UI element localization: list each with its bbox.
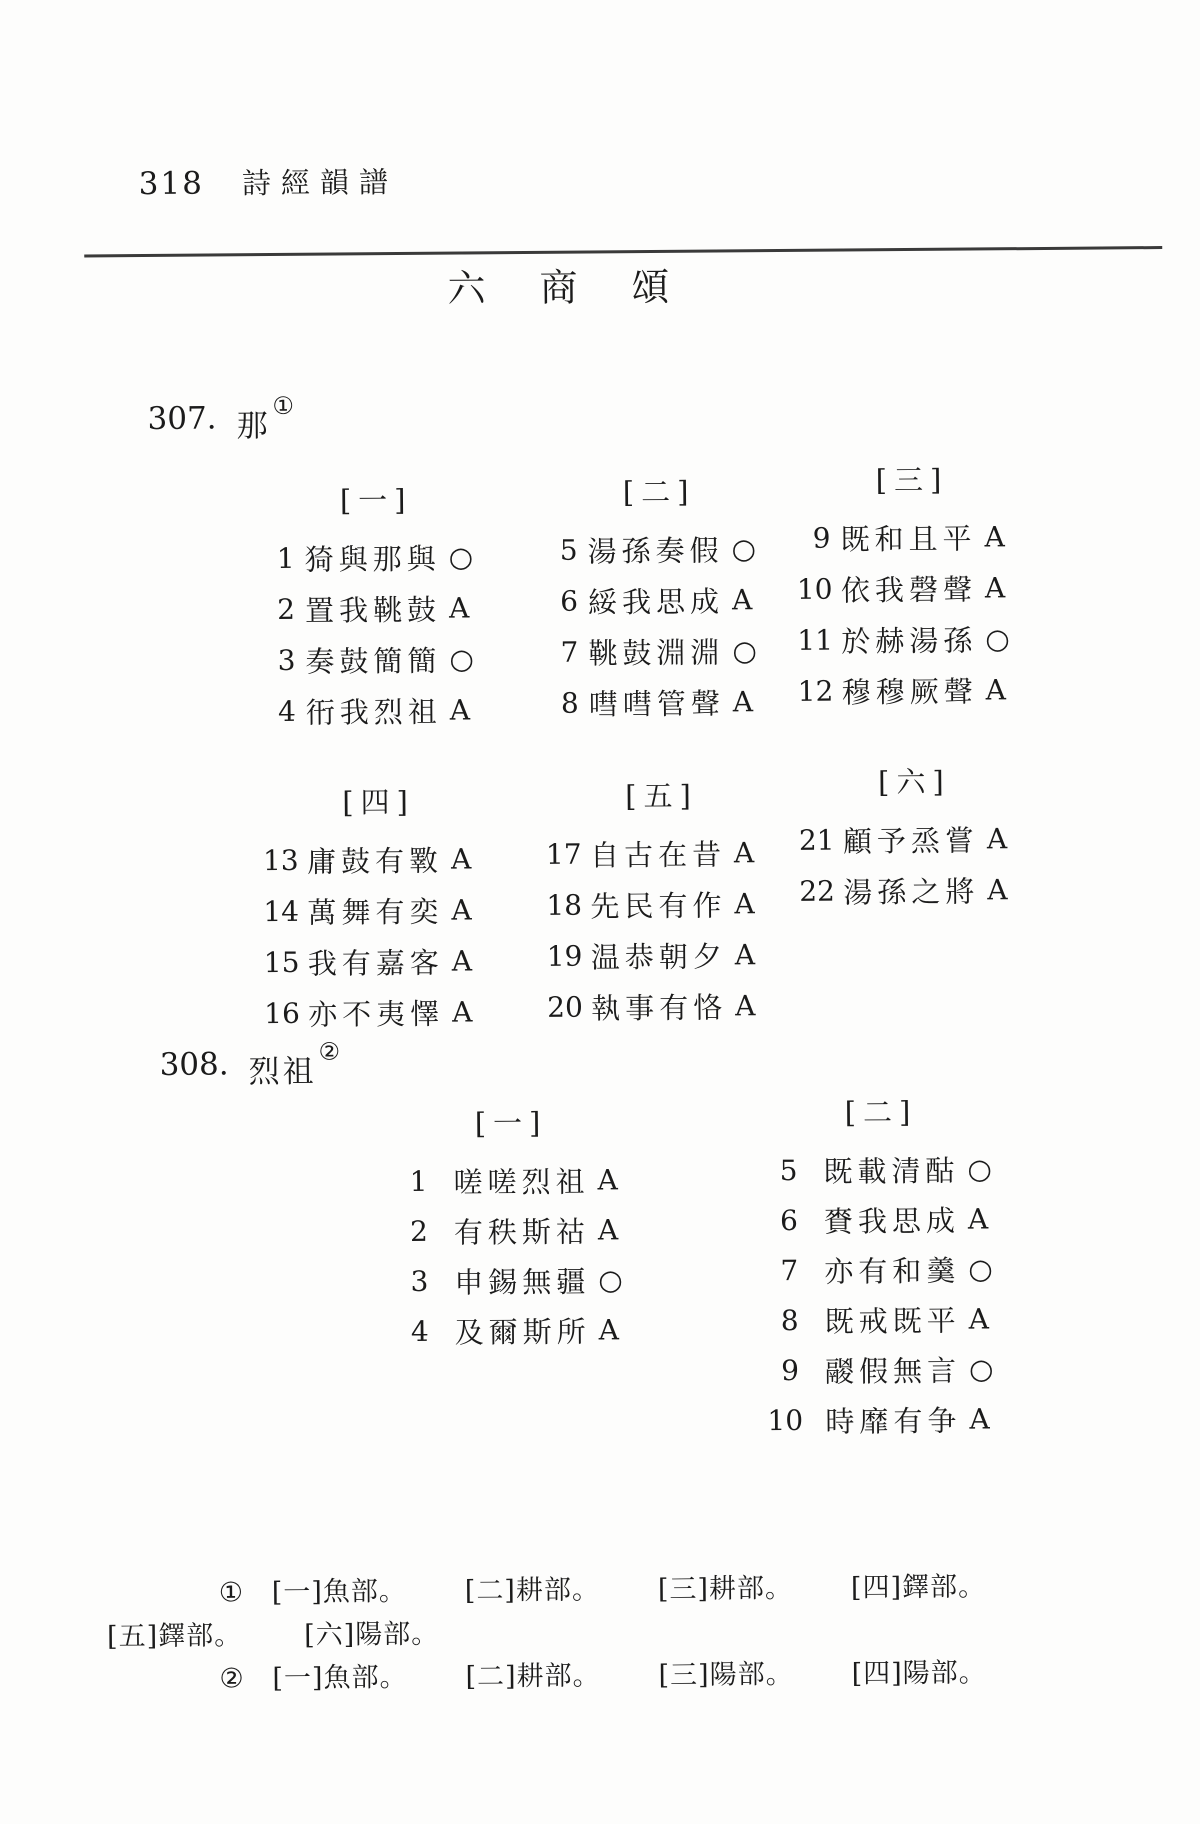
rhyme-mark: ○ [448,540,474,574]
rhyme-mark: A [987,873,1008,907]
footnote-segment: [一]魚部。 [271,1576,407,1609]
verse-number: 15 [263,945,300,980]
verse-line [546,878,796,931]
verse-text: 亦不夷懌 [308,996,445,1032]
verse-line [767,1393,1017,1445]
footnote-1-line-1 [7,1569,1097,1614]
verse-number: 5 [559,533,578,567]
stanza-307-1 [260,481,512,737]
verse-number: 16 [264,996,300,1031]
verse-line [261,582,511,635]
verse-text: 衎我烈祖 [305,694,443,730]
rhyme-mark: A [597,1212,619,1247]
rhyme-mark: A [968,1301,990,1336]
footnote-segment: [六]陽部。 [304,1618,440,1651]
verse-number: 1 [409,1164,428,1198]
page-number: 318 [138,165,205,203]
verse-line [798,664,1048,717]
rhyme-mark: A [969,1401,990,1436]
verse-number: 2 [277,592,296,627]
stanza-label: [三] [875,462,949,498]
rhyme-mark: A [734,938,756,972]
verse-text: 置我鞉鼓 [304,592,442,628]
verse-number: 6 [560,584,579,618]
stanza-307-2 [543,473,795,729]
verse-number: 18 [546,888,583,922]
verse-text: 顧予烝嘗 [842,823,980,859]
verse-line [796,511,1046,564]
footnote-segment: [一]魚部。 [272,1662,408,1695]
rhyme-mark: A [733,836,755,870]
verse-number: 3 [410,1264,429,1298]
verse-text: 於赫湯孫 [841,623,978,659]
verse-number: 8 [560,686,579,720]
verse-line [261,633,511,686]
section-title-char-2: 商 [539,265,578,310]
footnote-segment: [二]耕部。 [465,1660,601,1693]
rhyme-mark: A [452,995,473,1029]
verse-line [767,1343,1017,1395]
verse-number: 20 [547,990,583,1024]
rhyme-mark: A [986,822,1008,856]
rhyme-mark: ○ [985,622,1010,656]
verse-line [546,827,796,880]
verse-number: 1 [276,541,295,576]
verse-text: 庸鼓有斁 [306,843,444,879]
verse-number: 11 [797,623,834,657]
verse-number: 8 [780,1303,799,1337]
verse-number: 17 [545,837,582,871]
verse-number: 21 [798,823,835,857]
verse-text: 自古在昔 [589,837,727,873]
rhyme-mark: ○ [967,1151,993,1186]
rhyme-mark: ○ [598,1262,623,1297]
rhyme-mark: A [448,591,470,625]
verse-line [799,864,1049,917]
poem-308-title: 烈祖 [248,1053,317,1091]
verse-number: 12 [797,674,834,708]
footnote-segment: [二]耕部。 [464,1574,601,1607]
footnote-segment: [四]陽部。 [851,1657,987,1690]
rhyme-mark: A [732,685,754,719]
verse-text: 温恭朝夕 [590,939,727,975]
verse-text: 湯孫之將 [843,874,980,910]
verse-number: 14 [263,894,300,929]
poem-307-title: 那 [236,408,271,445]
footnote-1-ref: ① [218,1577,244,1609]
verse-number: 9 [781,1353,800,1387]
rhyme-mark: A [598,1312,620,1346]
verse-number: 13 [262,843,299,878]
verse-text: 奏鼓簡簡 [305,643,442,679]
verse-text: 既和且平 [840,521,977,557]
rhyme-mark: A [734,887,755,921]
rhyme-mark: ○ [449,642,475,676]
poem-308-heading [159,1037,341,1092]
verse-line [544,625,794,678]
footnote-segment: [三]陽部。 [658,1658,794,1692]
poem-307-heading [147,391,295,446]
poem-308-footnote-ref: ② [318,1037,341,1066]
verse-number: 7 [560,635,579,669]
poem-307-footnote-ref: ① [272,391,295,421]
verse-text: 既載清酤 [823,1153,960,1189]
verse-line [263,833,513,886]
verse-text: 嘒嘒管聲 [588,686,725,722]
stanza-308-1 [395,1104,647,1356]
verse-line [264,986,514,1039]
section-title [0,252,1121,316]
stanza-307-5 [545,777,797,1033]
verse-text: 湯孫奏假 [587,533,724,569]
verse-line [797,562,1047,615]
footnotes [7,1569,1098,1700]
verse-line [396,1204,646,1256]
stanza-label: [六] [877,764,951,800]
verse-line [766,1243,1016,1295]
verse-number: 3 [277,643,296,678]
stanza-label: [二] [622,474,696,510]
verse-number: 19 [546,939,583,973]
verse-line [766,1293,1016,1345]
poem-308-number: 308. [159,1046,229,1083]
footnote-1-line-2 [7,1612,1097,1657]
verse-line [766,1193,1016,1245]
verse-number: 4 [410,1314,429,1348]
verse-number: 7 [780,1253,799,1287]
verse-text: 我有嘉客 [307,945,444,981]
stanza-307-3 [796,461,1048,717]
footnote-2-ref: ② [219,1663,244,1695]
verse-number: 5 [779,1153,798,1187]
poem-307-number: 307. [147,400,217,438]
rhyme-mark: A [985,673,1007,707]
verse-text: 先民有作 [590,888,727,924]
verse-line [396,1254,646,1306]
verse-line [797,613,1047,666]
stanza-label: [二] [844,1094,918,1130]
verse-text: 及爾斯所 [454,1314,591,1350]
verse-number: 10 [796,572,833,606]
verse-line [543,523,793,576]
verse-line [765,1143,1015,1195]
verse-text: 鞉鼓淵淵 [588,635,725,671]
verse-text: 鬷假無言 [824,1353,962,1389]
stanza-label: [一] [339,482,413,518]
footnote-segment: [三]耕部。 [657,1572,794,1606]
rhyme-mark: A [450,842,472,876]
section-title-char-3: 頌 [631,264,670,310]
rhyme-mark: A [597,1162,618,1197]
verse-text: 執事有恪 [591,990,728,1026]
verse-text: 綏我思成 [587,584,725,620]
verse-text: 賚我思成 [823,1203,961,1239]
verse-text: 萬舞有奕 [307,894,444,930]
rhyme-mark: A [449,693,471,727]
rhyme-mark: A [451,944,473,978]
verse-text: 有秩斯祜 [453,1214,591,1250]
verse-text: 申錫無疆 [454,1264,591,1300]
verse-number: 22 [799,874,836,908]
rhyme-mark: ○ [968,1251,993,1286]
footnote-segment: [五]鐸部。 [106,1620,243,1653]
rhyme-mark: A [731,583,753,617]
verse-text: 亦有和羹 [824,1253,961,1289]
rhyme-mark: A [735,989,756,1023]
rhyme-mark: A [984,571,1006,605]
verse-line [395,1154,645,1206]
verse-number: 9 [812,521,831,555]
footnote-segment: [四]鐸部。 [850,1571,987,1604]
verse-text: 穆穆厥聲 [841,674,978,710]
stanza-307-4 [262,783,514,1039]
stanza-label: [四] [342,784,416,820]
verse-number: 10 [767,1403,804,1437]
verse-text: 時靡有争 [825,1403,962,1439]
verse-text: 依我磬聲 [840,572,978,608]
verse-line [263,884,513,937]
footnote-2-line-1 [7,1655,1097,1700]
rhyme-mark: A [451,893,472,927]
verse-line [547,980,797,1033]
verse-number: 2 [409,1214,429,1248]
rhyme-mark: ○ [732,634,757,668]
stanza-308-2 [765,1093,1018,1445]
verse-line [260,531,510,584]
stanza-label: [五] [625,778,698,814]
verse-line [799,813,1049,866]
stanza-307-6 [798,763,1049,917]
verse-text: 既戒既平 [824,1303,961,1339]
page-header [139,160,399,203]
stanza-label: [一] [474,1105,548,1141]
verse-line [264,935,514,988]
verse-text: 猗與那與 [304,541,441,577]
rhyme-mark: A [984,520,1005,554]
verse-line [397,1304,647,1356]
verse-number: 6 [779,1203,798,1237]
rhyme-mark: ○ [731,532,757,566]
verse-line [545,676,795,729]
book-title: 詩經韻譜 [241,165,399,201]
verse-number: 4 [277,694,296,728]
section-title-char-1: 六 [447,266,486,311]
rhyme-mark: A [967,1201,989,1236]
rhyme-mark: ○ [968,1351,994,1386]
verse-line [262,684,512,737]
verse-line [544,574,794,627]
verse-text: 嗟嗟烈祖 [453,1164,590,1200]
verse-line [547,929,797,982]
